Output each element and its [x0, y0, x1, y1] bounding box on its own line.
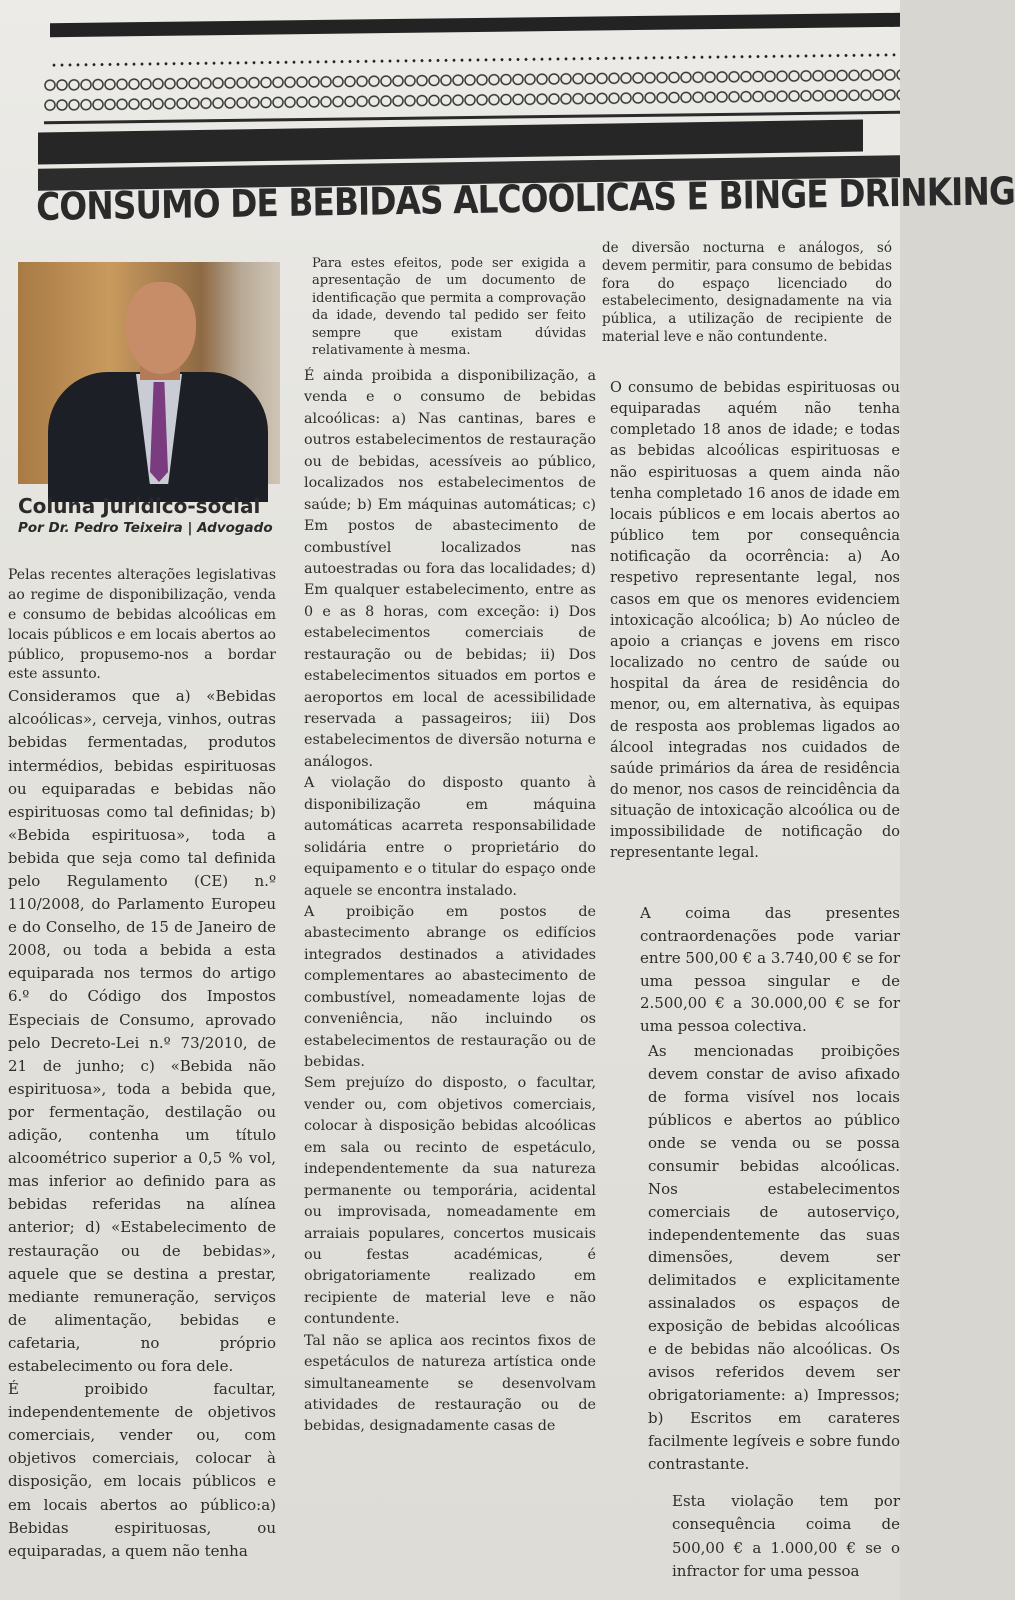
- byline: Por Dr. Pedro Teixeira | Advogado: [18, 520, 273, 536]
- ornament-dotted-line: [50, 53, 900, 67]
- column-3-fines: [640, 902, 900, 1035]
- article-title: CONSUMO DE BEBIDAS ALCOÓLICAS E BINGE DRINKING: [36, 169, 1015, 229]
- paragraph: de diversão nocturna e análogos, só devem permitir, para consumo de bebidas fora do espaço licenciado do estabelecimento, designadamente na via pública, a utilização de recipiente de material leve e não contundente.: [602, 240, 892, 346]
- column-2: [304, 366, 596, 1600]
- paragraph: O consumo de bebidas espirituosas ou equiparadas aquém não tenha completado 18 anos de idade; e todas as bebidas alcoólicas espirituosas e não espirituosas a quem ainda não tenha completado 16 anos de idade em locais públicos e em locais abertos ao público tem por consequência notificação da ocorrência: a) Ao respetivo representante legal, nos casos em que os menores evidenciem intoxicação alcoólica; b) Ao núcleo de apoio a crianças e jovens em risco localizado no centro de saúde ou hospital da área de residência do menor, ou, em alternativa, às equipas de resposta aos problemas ligados ao álcool integradas nos cuidados de saúde primários da área de residência do menor, nos casos de reincidência da situação de intoxicação alcoólica ou de impossibilidade de notificação do representante legal.: [610, 380, 900, 862]
- paragraph: A violação do disposto quanto à disponibilização em máquina automáticas acarreta responsabilidade solidária entre o proprietário do equipamento e o titular do espaço onde aquele se encontra instalado.: [304, 775, 596, 899]
- column-1: [8, 566, 276, 1600]
- paragraph: É ainda proibida a disponibilização, a venda e o consumo de bebidas alcoólicas: a) Nas cantinas, bares e outros estabelecimentos de restauração ou de bebidas, acessíveis ao público, localizados nos estabelecimentos de saúde; b) Em máquinas automáticas; c) Em postos de abastecimento de combustível localizados nas autoestradas ou fora das localidades; d) Em qualquer estabelecimento, entre as 0 e as 8 horas, com exceção: i) Dos estabelecimentos comerciais de restauração ou de bebidas; ii) Dos estabelecimentos situados em portos e aeroportos em local de acessibilidade reservada a passageiros; iii) Dos estabelecimentos de diversão noturna e análogos.: [304, 368, 596, 770]
- paragraph: Esta violação tem por consequência coima de 500,00 € a 1.000,00 € se o infractor for uma pessoa: [672, 1492, 900, 1580]
- paragraph: Para estes efeitos, pode ser exigida a apresentação de um documento de identificação que permita a comprovação da idade, devendo tal pedido ser feito sempre que existam dúvidas relativamente à mesma.: [312, 256, 586, 359]
- paragraph: As mencionadas proibições devem constar de aviso afixado de forma visível nos locais públicos e abertos ao público onde se venda ou se possa consumir bebidas alcoólicas. Nos estabelecimentos comerciais de autoserviço, independentemente das suas dimensões, devem ser delimitados e explicitamente assinalados os espaços de exposição de bebidas alcoólicas e de bebidas não alcoólicas. Os avisos referidos devem ser obrigatoriamente: a) Impressos; b) Escritos em carateres facilmente legíveis e sobre fundo contrastante.: [648, 1042, 900, 1473]
- ornament-top-bar: [50, 13, 900, 37]
- paragraph: É proibido facultar, independentemente de objetivos comerciais, vender ou, com objetivos comerciais, colocar à disposição, em locais públicos e em locais abertos ao público:a) Bebidas espirituosas, ou equiparadas, a quem não tenha: [8, 1380, 276, 1560]
- column-name: Coluna Jurídico-social: [18, 494, 261, 518]
- author-photo: [18, 262, 280, 484]
- paragraph: Sem prejuízo do disposto, o facultar, vender ou, com objetivos comerciais, colocar à disposição bebidas alcoólicas em sala ou recinto de espetáculo, independentemente da sua natureza permanente ou temporária, acidental ou improvisada, nomeadamente em arraiais populares, concertos musicais ou festas académicas, é obrigatoriamente realizado em recipiente de material leve e não contundente.: [304, 1075, 596, 1328]
- paragraph: Pelas recentes alterações legislativas ao regime de disponibilização, venda e consumo de bebidas alcoólicas em locais públicos e em locais abertos ao público, propusemo-nos a bordar este assunto.: [8, 567, 276, 683]
- paragraph: A coima das presentes contraordenações pode variar entre 500,00 € a 3.740,00 € se for uma pessoa singular e de 2.500,00 € a 30.000,00 € se for uma pessoa colectiva.: [640, 904, 900, 1035]
- column-3: [610, 378, 900, 883]
- paragraph: Consideramos que a) «Bebidas alcoólicas», cerveja, vinhos, outras bebidas fermentadas, produtos intermédios, bebidas espirituosas ou equiparadas e bebidas não espirituosas como tal definidas; b) «Bebida espirituosa», toda a bebida que seja como tal definida pelo Regulamento (CE) n.º 110/2008, do Parlamento Europeu e do Conselho, de 15 de Janeiro de 2008, ou toda a bebida a esta equiparada nos termos do artigo 6.º do Código dos Impostos Especiais de Consumo, aprovado pelo Decreto-Lei n.º 73/2010, de 21 de junho; c) «Bebida não espirituosa», toda a bebida que, por fermentação, destilação ou adição, contenha um título alcoométrico superior a 0,5 % vol, mas inferior ao definido para as bebidas referidas na alínea anterior; d) «Estabelecimento de restauração ou de bebidas», aquele que se destina a prestar, mediante remuneração, serviços de alimentação, bebidas e cafetaria, no próprio estabelecimento ou fora dele.: [8, 687, 276, 1375]
- column-3-top: [602, 240, 892, 347]
- column-2-top: [312, 255, 586, 359]
- paragraph: Tal não se aplica aos recintos fixos de espetáculos de natureza artística onde simultaneamente se desenvolvam atividades de restauração ou de bebidas, designadamente casas de: [304, 1332, 596, 1435]
- column-3-penalty: [672, 1490, 900, 1600]
- ornament-pattern: [44, 65, 900, 115]
- paragraph: A proibição em postos de abastecimento abrange os edifícios integrados destinados a atividades complementares ao abastecimento de combustível, nomeadamente lojas de conveniência, não incluindo os estabelecimentos de restauração ou de bebidas.: [304, 903, 596, 1070]
- column-3-notices: [648, 1040, 900, 1473]
